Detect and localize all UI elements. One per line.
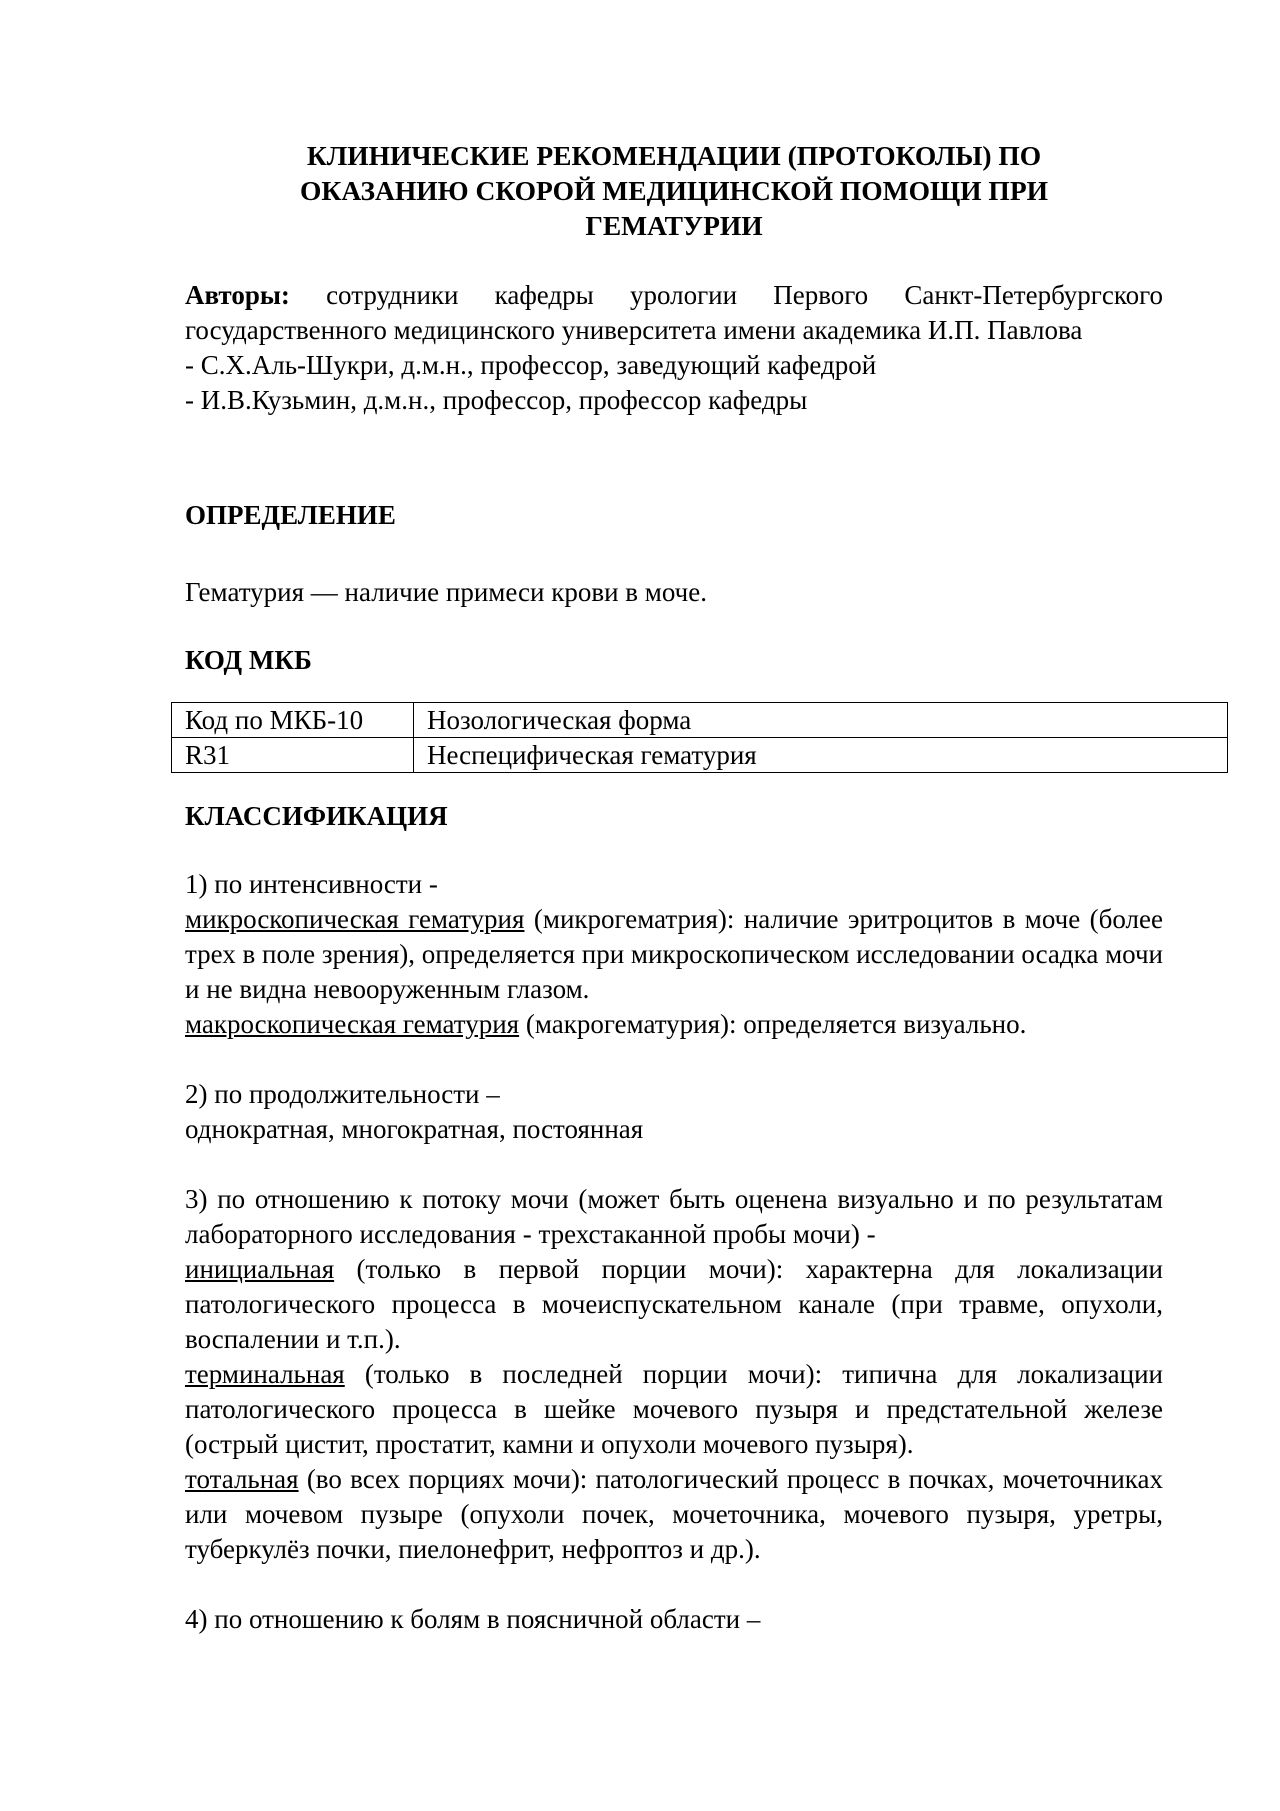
class-3-terminal <box>185 1357 1163 1462</box>
table-row <box>172 738 1228 773</box>
author-2: - И.В.Кузьмин, д.м.н., профессор, профессор кафедры <box>185 385 808 415</box>
terminal-text: (только в последней порции мочи): типична для локализации патологического процесса в шейке мочевого пузыря и предстательной железе (острый цистит, простатит, камни и опухоли мочевого пузыря). <box>185 1359 1163 1459</box>
classification-heading: КЛАССИФИКАЦИЯ <box>185 801 448 831</box>
icd-form-cell: Неспецифическая гематурия <box>414 738 1228 773</box>
class-1-macro <box>185 1007 1163 1042</box>
class-3-initial <box>185 1252 1163 1357</box>
class-3-title: 3) по отношению к потоку мочи (может быть оценена визуально и по результатам лабораторного исследования - трехстаканной пробы мочи) - <box>185 1184 1163 1249</box>
class-2-text: однократная, многократная, постоянная <box>185 1114 644 1144</box>
icd-table <box>171 702 1228 773</box>
class-2-title: 2) по продолжительности – <box>185 1079 500 1109</box>
authors-paragraph <box>185 278 1163 348</box>
authors-text: сотрудники кафедры урологии Первого Санкт-Петербургского государственного медицинского университета имени академика И.П. Павлова <box>185 280 1163 345</box>
class-1-micro <box>185 902 1163 1007</box>
macro-term: макроскопическая гематурия <box>185 1009 520 1039</box>
macro-text: (макрогематурия): определяется визуально. <box>519 1009 1027 1039</box>
icd-header-code: Код по МКБ-10 <box>172 703 414 738</box>
micro-term: микроскопическая гематурия <box>185 904 525 934</box>
class-3-total <box>185 1462 1163 1567</box>
icd-header-form: Нозологическая форма <box>414 703 1228 738</box>
class-1-title: 1) по интенсивности - <box>185 869 438 899</box>
micro-text: (микрогематрия): наличие эритроцитов в моче (более трех в поле зрения), определяется при микроскопическом исследовании осадка мочи и не видна невооруженным глазом. <box>185 904 1163 1004</box>
total-text: (во всех порциях мочи): патологический процесс в почках, мочеточниках или мочевом пузыре (опухоли почек, мочеточника, мочевого пузыря, уретры, туберкулёз почки, пиелонефрит, нефроптоз и др.). <box>185 1464 1163 1564</box>
document-title <box>185 138 1163 243</box>
definition-heading: ОПРЕДЕЛЕНИЕ <box>185 500 396 530</box>
definition-text: Гематурия — наличие примеси крови в моче. <box>185 577 707 607</box>
authors-label: Авторы: <box>185 280 290 310</box>
icd-heading: КОД МКБ <box>185 645 312 675</box>
icd-table-header <box>172 703 1228 738</box>
initial-term: инициальная <box>185 1254 335 1284</box>
document-page <box>185 138 1163 1637</box>
icd-code-cell: R31 <box>172 738 414 773</box>
class-4-title: 4) по отношению к болям в поясничной области – <box>185 1604 761 1634</box>
title-line-1: КЛИНИЧЕСКИЕ РЕКОМЕНДАЦИИ (ПРОТОКОЛЫ) ПО <box>306 140 1042 171</box>
initial-text: (только в первой порции мочи): характерна для локализации патологического процесса в мочеиспускательном канале (при травме, опухоли, воспалении и т.п.). <box>185 1254 1163 1354</box>
author-1: - С.Х.Аль-Шукри, д.м.н., профессор, заведующий кафедрой <box>185 350 877 380</box>
title-line-3: ГЕМАТУРИИ <box>585 210 763 241</box>
total-term: тотальная <box>185 1464 299 1494</box>
title-line-2: ОКАЗАНИЮ СКОРОЙ МЕДИЦИНСКОЙ ПОМОЩИ ПРИ <box>299 175 1049 206</box>
terminal-term: терминальная <box>185 1359 345 1389</box>
